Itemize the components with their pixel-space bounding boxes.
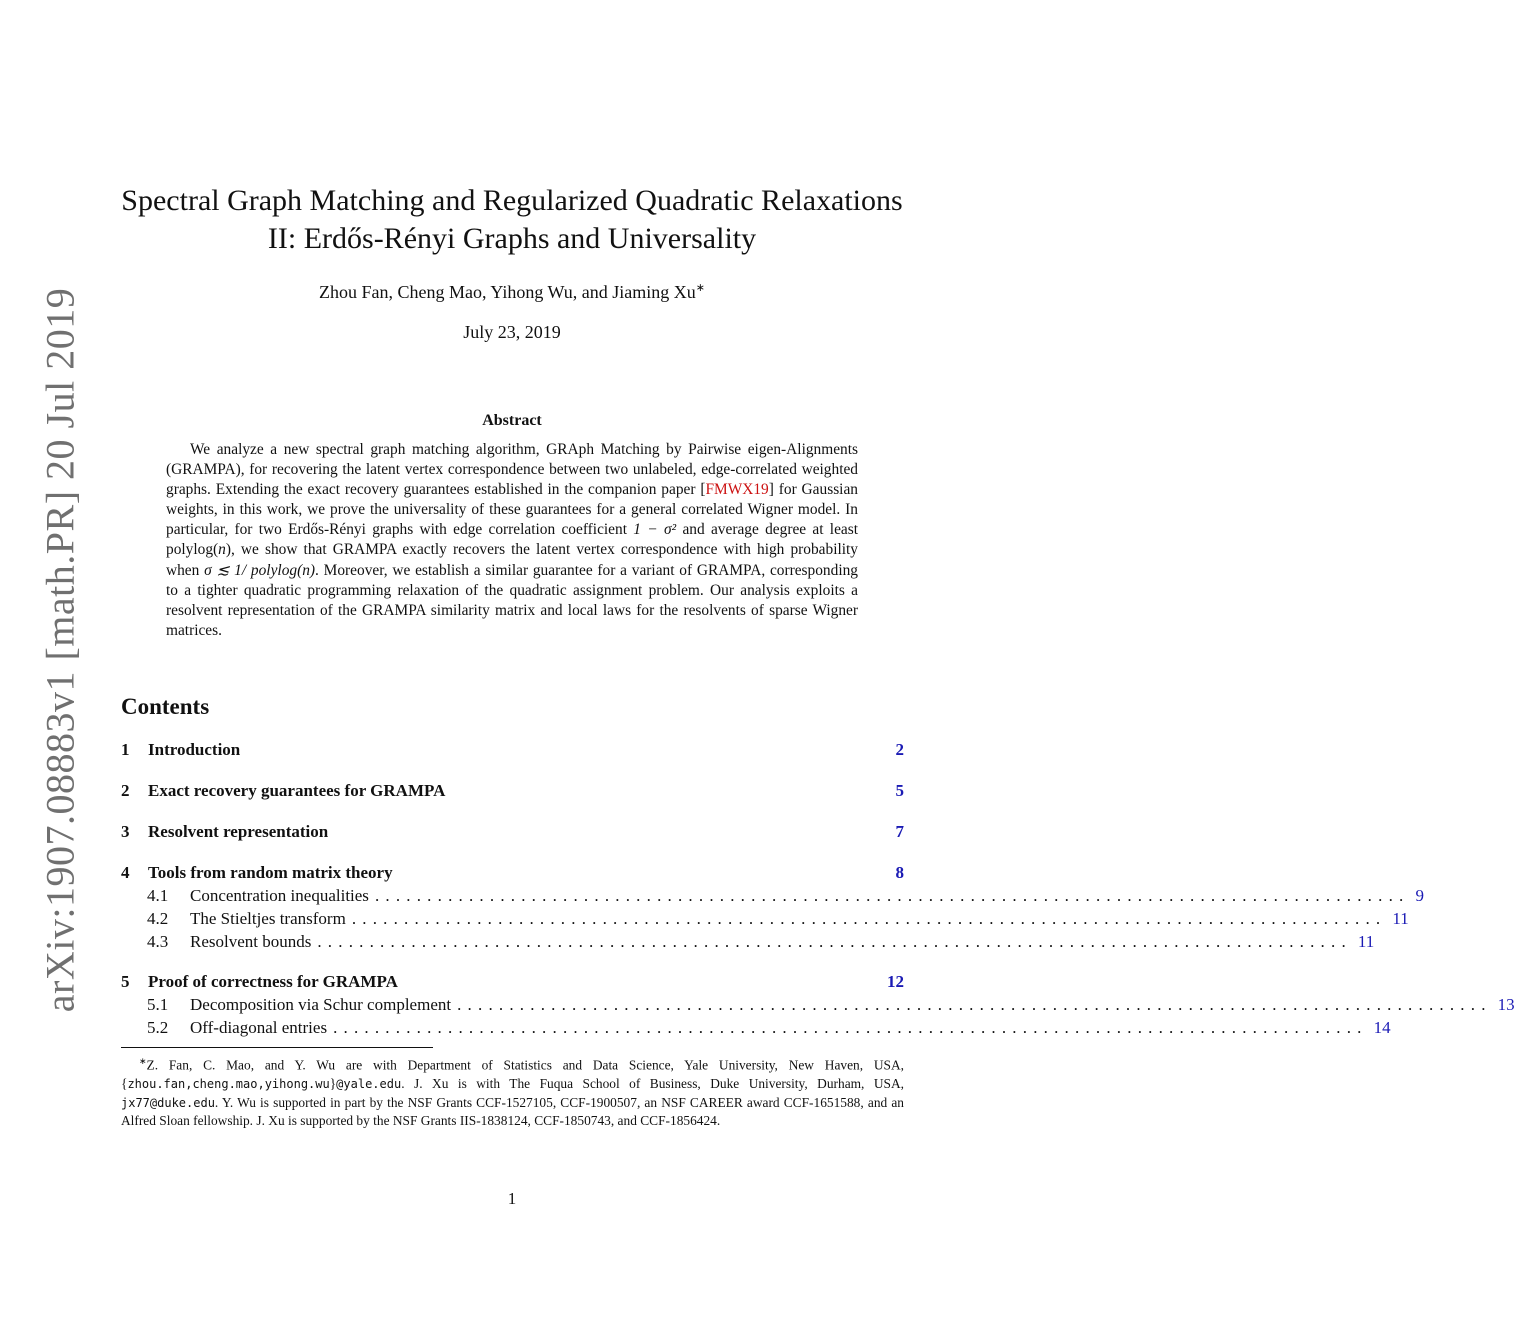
toc-subsection-number: 5.2: [147, 1018, 169, 1037]
toc-subsection-number: 4.1: [147, 886, 169, 905]
toc-page-link[interactable]: 14: [1373, 1018, 1391, 1037]
email-duke[interactable]: jx77@duke.edu: [121, 1095, 215, 1110]
author-footnote-mark[interactable]: ∗: [695, 282, 705, 294]
toc-subsection-title: Resolvent bounds: [190, 932, 312, 951]
author-list: [100, 281, 924, 303]
toc-section-title: Proof of correctness for GRAMPA: [148, 972, 398, 991]
abstract-text-4: ), we show that GRAMPA exactly recovers the latent vertex correspondence with high probability when: [166, 541, 858, 579]
page-number: 1: [507, 1189, 517, 1208]
toc-leader-dots: ...................................................................................................: [317, 932, 1352, 951]
toc-subsection-title: Off-diagonal entries: [190, 1018, 328, 1037]
toc-section-number: 2: [121, 781, 130, 800]
toc-section-title: Introduction: [148, 740, 241, 759]
math-sigma-bound: σ ≲ 1/ polylog(n): [204, 561, 316, 579]
footnote-divider: [121, 1047, 433, 1048]
abstract-text-5: . Moreover, we establish a similar guarantee for a variant of GRAMPA, corresponding to a tighter quadratic programming relaxation of the quadratic assignment problem. Our analysis exploits a resolvent representation of the GRAMPA similarity matrix and local laws for the resolvents of sparse Wigner matrices.: [166, 561, 858, 639]
abstract-heading: Abstract: [482, 412, 542, 429]
toc-subsection-4-1[interactable]: [147, 886, 1424, 908]
author-footnote: [121, 1052, 904, 1131]
footnote-text-2: }: [329, 1076, 337, 1092]
paper-date: July 23, 2019: [463, 322, 561, 342]
paper-title: [100, 182, 924, 258]
toc-subsection-number: 4.2: [147, 909, 169, 928]
title-line-2: II: Erdős-Rényi Graphs and Universality: [267, 222, 757, 255]
toc-page-link[interactable]: 11: [1392, 909, 1409, 928]
abstract-text-3: and average degree at least polylog(: [166, 521, 858, 559]
toc-subsection-title: Concentration inequalities: [190, 886, 369, 905]
toc-subsection-5-2[interactable]: [147, 1018, 1391, 1040]
toc-leader-dots: ...................................................................................................: [374, 886, 1410, 905]
toc-leader-dots: ...................................................................................................: [457, 995, 1492, 1014]
toc-subsection-5-1[interactable]: [147, 995, 1515, 1017]
author-names: Zhou Fan, Cheng Mao, Yihong Wu, and Jiaming Xu: [319, 282, 696, 302]
abstract-text-2: ] for Gaussian weights, in this work, we prove the universality of these guarantees for a general correlated Wigner model. In particular, for two Erdős-Rényi graphs with edge correlation coefficient: [166, 481, 858, 539]
toc-page-link[interactable]: 12: [887, 972, 904, 991]
toc-section-title: Exact recovery guarantees for GRAMPA: [148, 781, 446, 800]
email-yale-domain[interactable]: @yale.edu: [336, 1077, 402, 1092]
toc-section-5[interactable]: [121, 972, 904, 994]
toc-subsection-title: The Stieltjes transform: [190, 909, 346, 928]
abstract-text-1: We analyze a new spectral graph matching algorithm, GRAph Matching by Pairwise eigen-Alignments (GRAMPA), for recovering the latent vertex correspondence between two unlabeled, edge-correlated weighted graphs. Extending the exact recovery guarantees established in the companion paper [: [166, 441, 858, 499]
footnote-mark: ∗: [139, 1056, 147, 1066]
footnote-text-3: . J. Xu is with The Fuqua School of Business, Duke University, Durham, USA,: [401, 1076, 904, 1092]
toc-subsection-4-2[interactable]: [147, 909, 1409, 931]
toc-page-link[interactable]: 9: [1415, 886, 1424, 905]
toc-leader-dots: ...................................................................................................: [351, 909, 1387, 928]
abstract-body: [166, 440, 858, 641]
arxiv-identifier-stamp: arXiv:1907.08883v1 [math.PR] 20 Jul 2019: [37, 287, 83, 1013]
contents-heading: Contents: [121, 694, 210, 719]
title-line-1: Spectral Graph Matching and Regularized Quadratic Relaxations: [121, 184, 903, 217]
toc-section-number: 3: [121, 822, 130, 841]
toc-page-link[interactable]: 7: [895, 822, 904, 841]
toc-section-2[interactable]: [121, 781, 904, 803]
toc-page-link[interactable]: 8: [895, 863, 904, 882]
toc-subsection-number: 4.3: [147, 932, 169, 951]
math-n: n: [218, 541, 226, 559]
math-correlation: 1 − σ²: [633, 521, 677, 539]
email-yale-users[interactable]: zhou.fan,cheng.mao,yihong.wu: [127, 1077, 330, 1092]
footnote-text-4: . Y. Wu is supported in part by the NSF Grants CCF-1527105, CCF-1900507, an NSF CAREER award CCF-1651588, and an Alfred Sloan fellowship. J. Xu is supported by the NSF Grants IIS-1838124, CCF-1850743, and CCF-1856424.: [121, 1094, 904, 1129]
toc-section-title: Resolvent representation: [148, 822, 329, 841]
toc-page-link[interactable]: 11: [1357, 932, 1375, 951]
toc-page-link[interactable]: 13: [1497, 995, 1515, 1014]
toc-section-4[interactable]: [121, 863, 904, 885]
toc-section-title: Tools from random matrix theory: [148, 863, 393, 882]
toc-section-3[interactable]: [121, 822, 904, 844]
citation-link-fmwx19[interactable]: FMWX19: [705, 481, 769, 499]
toc-section-number: 1: [121, 740, 130, 759]
toc-section-1[interactable]: [121, 740, 904, 762]
toc-leader-dots: ...................................................................................................: [333, 1018, 1368, 1037]
toc-page-link[interactable]: 2: [895, 740, 904, 759]
toc-page-link[interactable]: 5: [895, 781, 904, 800]
toc-subsection-4-3[interactable]: [147, 932, 1375, 954]
toc-subsection-title: Decomposition via Schur complement: [190, 995, 452, 1014]
toc-subsection-number: 5.1: [147, 995, 169, 1014]
toc-section-number: 5: [121, 972, 130, 991]
footnote-text-1: Z. Fan, C. Mao, and Y. Wu are with Department of Statistics and Data Science, Yale University, New Haven, USA, {: [121, 1057, 904, 1092]
toc-section-number: 4: [121, 863, 130, 882]
